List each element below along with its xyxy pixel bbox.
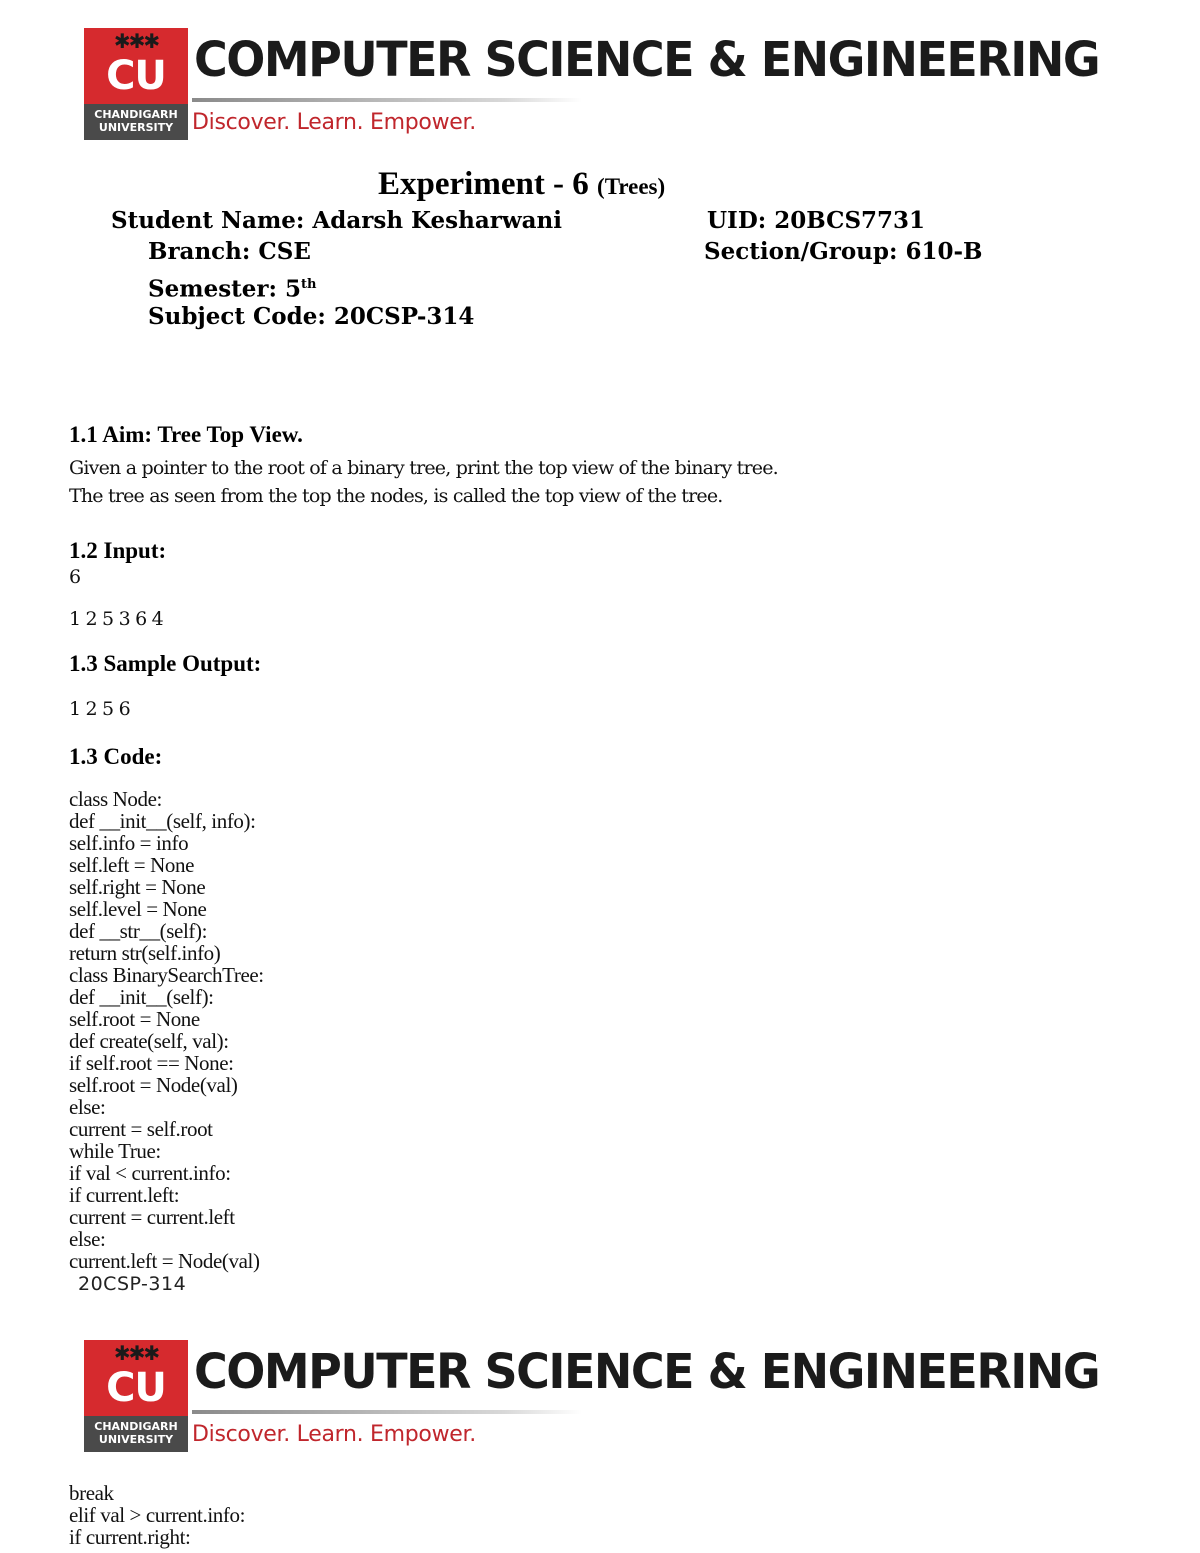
code-line: current = current.left	[69, 1205, 235, 1229]
code-line: if current.right:	[69, 1525, 191, 1549]
code-line: current.left = Node(val)	[69, 1249, 260, 1273]
student-name: Student Name: Adarsh Kesharwani	[111, 207, 563, 234]
code-line: if val < current.info:	[69, 1161, 231, 1185]
code-line: self.left = None	[69, 853, 194, 877]
logo-text: CU	[106, 1365, 166, 1411]
code-line: elif val > current.info:	[69, 1503, 246, 1527]
code-block-continued	[69, 1482, 245, 1548]
crest-icon: ✱✱✱	[113, 1341, 159, 1365]
logo-subtitle: CHANDIGARH UNIVERSITY	[84, 104, 188, 140]
code-line: while True:	[69, 1139, 161, 1163]
input-line-1: 6	[69, 566, 81, 588]
code-line: break	[69, 1481, 114, 1505]
code-line: self.root = Node(val)	[69, 1073, 238, 1097]
student-semester: Semester: 5th	[148, 275, 317, 303]
logo-subtitle: CHANDIGARH UNIVERSITY	[84, 1416, 188, 1452]
code-line: else:	[69, 1227, 106, 1251]
code-line: else:	[69, 1095, 106, 1119]
logo-text: CU	[106, 53, 166, 99]
page-footer-subject-code: 20CSP-314	[78, 1273, 187, 1295]
header-banner	[84, 28, 1100, 140]
code-line: self.right = None	[69, 875, 206, 899]
code-line: self.level = None	[69, 897, 207, 921]
department-title: COMPUTER SCIENCE & ENGINEERING	[194, 1343, 1100, 1400]
code-line: def __str__(self):	[69, 919, 208, 943]
sample-output-heading: 1.3 Sample Output:	[69, 651, 262, 676]
input-heading: 1.2 Input:	[69, 538, 167, 563]
university-logo	[84, 1340, 188, 1452]
header-banner-page-2	[84, 1340, 1100, 1452]
code-line: def __init__(self, info):	[69, 809, 256, 833]
subject-code: Subject Code: 20CSP-314	[148, 303, 475, 330]
code-line: if current.left:	[69, 1183, 180, 1207]
code-line: self.info = info	[69, 831, 189, 855]
department-title: COMPUTER SCIENCE & ENGINEERING	[194, 31, 1100, 88]
code-block	[69, 788, 264, 1272]
student-uid: UID: 20BCS7731	[707, 207, 926, 234]
code-line: def __init__(self):	[69, 985, 214, 1009]
header-tagline: Discover. Learn. Empower.	[192, 110, 476, 135]
aim-line-1: Given a pointer to the root of a binary tree, print the top view of the binary tree.	[69, 457, 778, 479]
code-line: return str(self.info)	[69, 941, 221, 965]
student-section: Section/Group: 610-B	[704, 238, 983, 265]
experiment-subtitle: (Trees)	[597, 174, 666, 199]
code-line: def create(self, val):	[69, 1029, 229, 1053]
header-tagline: Discover. Learn. Empower.	[192, 1422, 476, 1447]
code-heading: 1.3 Code:	[69, 744, 163, 769]
aim-heading: 1.1 Aim: Tree Top View.	[69, 422, 303, 447]
code-line: class Node:	[69, 787, 162, 811]
header-divider	[192, 1410, 582, 1414]
header-divider	[192, 98, 582, 102]
code-line: class BinarySearchTree:	[69, 963, 264, 987]
aim-line-2: The tree as seen from the top the nodes, is called the top view of the tree.	[69, 485, 723, 507]
experiment-title: Experiment - 6 (Trees)	[378, 166, 666, 202]
input-line-2: 1 2 5 3 6 4	[69, 608, 163, 630]
code-line: if self.root == None:	[69, 1051, 234, 1075]
crest-icon: ✱✱✱	[113, 29, 159, 53]
code-line: current = self.root	[69, 1117, 213, 1141]
code-line: self.root = None	[69, 1007, 200, 1031]
sample-output-line: 1 2 5 6	[69, 698, 130, 720]
student-branch: Branch: CSE	[148, 238, 311, 265]
university-logo	[84, 28, 188, 140]
